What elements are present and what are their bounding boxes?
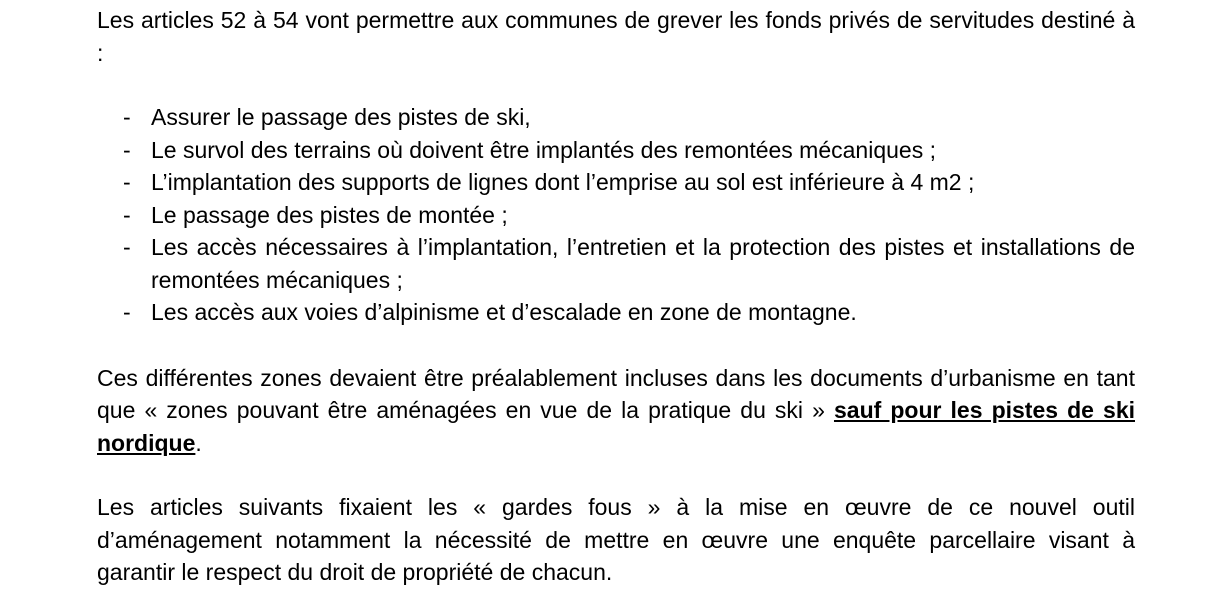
zones-paragraph [97, 362, 1135, 460]
zones-paragraph-end: . [195, 429, 202, 456]
list-item-text: Le passage des pistes de montée ; [151, 201, 508, 228]
list-dash: - [123, 201, 131, 228]
list-dash: - [123, 104, 131, 130]
list-item [97, 166, 1135, 199]
list-dash: - [123, 234, 131, 260]
list-item [97, 231, 1135, 296]
intro-paragraph: Les articles 52 à 54 vont permettre aux communes de grever les fonds privés de servitudes destiné à : [97, 7, 1135, 66]
list-item [97, 199, 1135, 232]
list-item-text: Le survol des terrains où doivent être implantés des remontées mécaniques ; [151, 136, 936, 163]
list-dash: - [123, 169, 131, 195]
list-item [97, 134, 1135, 167]
servitude-list [97, 101, 1135, 329]
closing-paragraph: Les articles suivants fixaient les « gardes fous » à la mise en œuvre de ce nouvel outil d’aménagement notamment la nécessité de mettre en œuvre une enquête parcellaire visant à garantir le respect du droit de propriété de chacun. [97, 494, 1135, 585]
list-item-text: Les accès nécessaires à l’implantation, l’entretien et la protection des pistes et installations de remontées mécaniques ; [151, 234, 1135, 293]
list-item-text: L’implantation des supports de lignes dont l’emprise au sol est inférieure à 4 m2 ; [151, 169, 975, 195]
list-item [97, 296, 1135, 329]
list-item [97, 101, 1135, 134]
zones-paragraph-text: Ces différentes zones devaient être préalablement incluses dans les documents d’urbanisme en tant que « zones pouvant être aménagées en vue de la pratique du ski » [97, 364, 1135, 423]
list-dash: - [123, 136, 131, 163]
list-dash: - [123, 299, 131, 325]
nordic-ski-emphasis: sauf pour les pistes de ski nordique [97, 397, 1135, 456]
list-item-text: Assurer le passage des pistes de ski, [151, 104, 531, 130]
list-item-text: Les accès aux voies d’alpinisme et d’escalade en zone de montagne. [151, 299, 857, 325]
document-page [97, 4, 1135, 589]
